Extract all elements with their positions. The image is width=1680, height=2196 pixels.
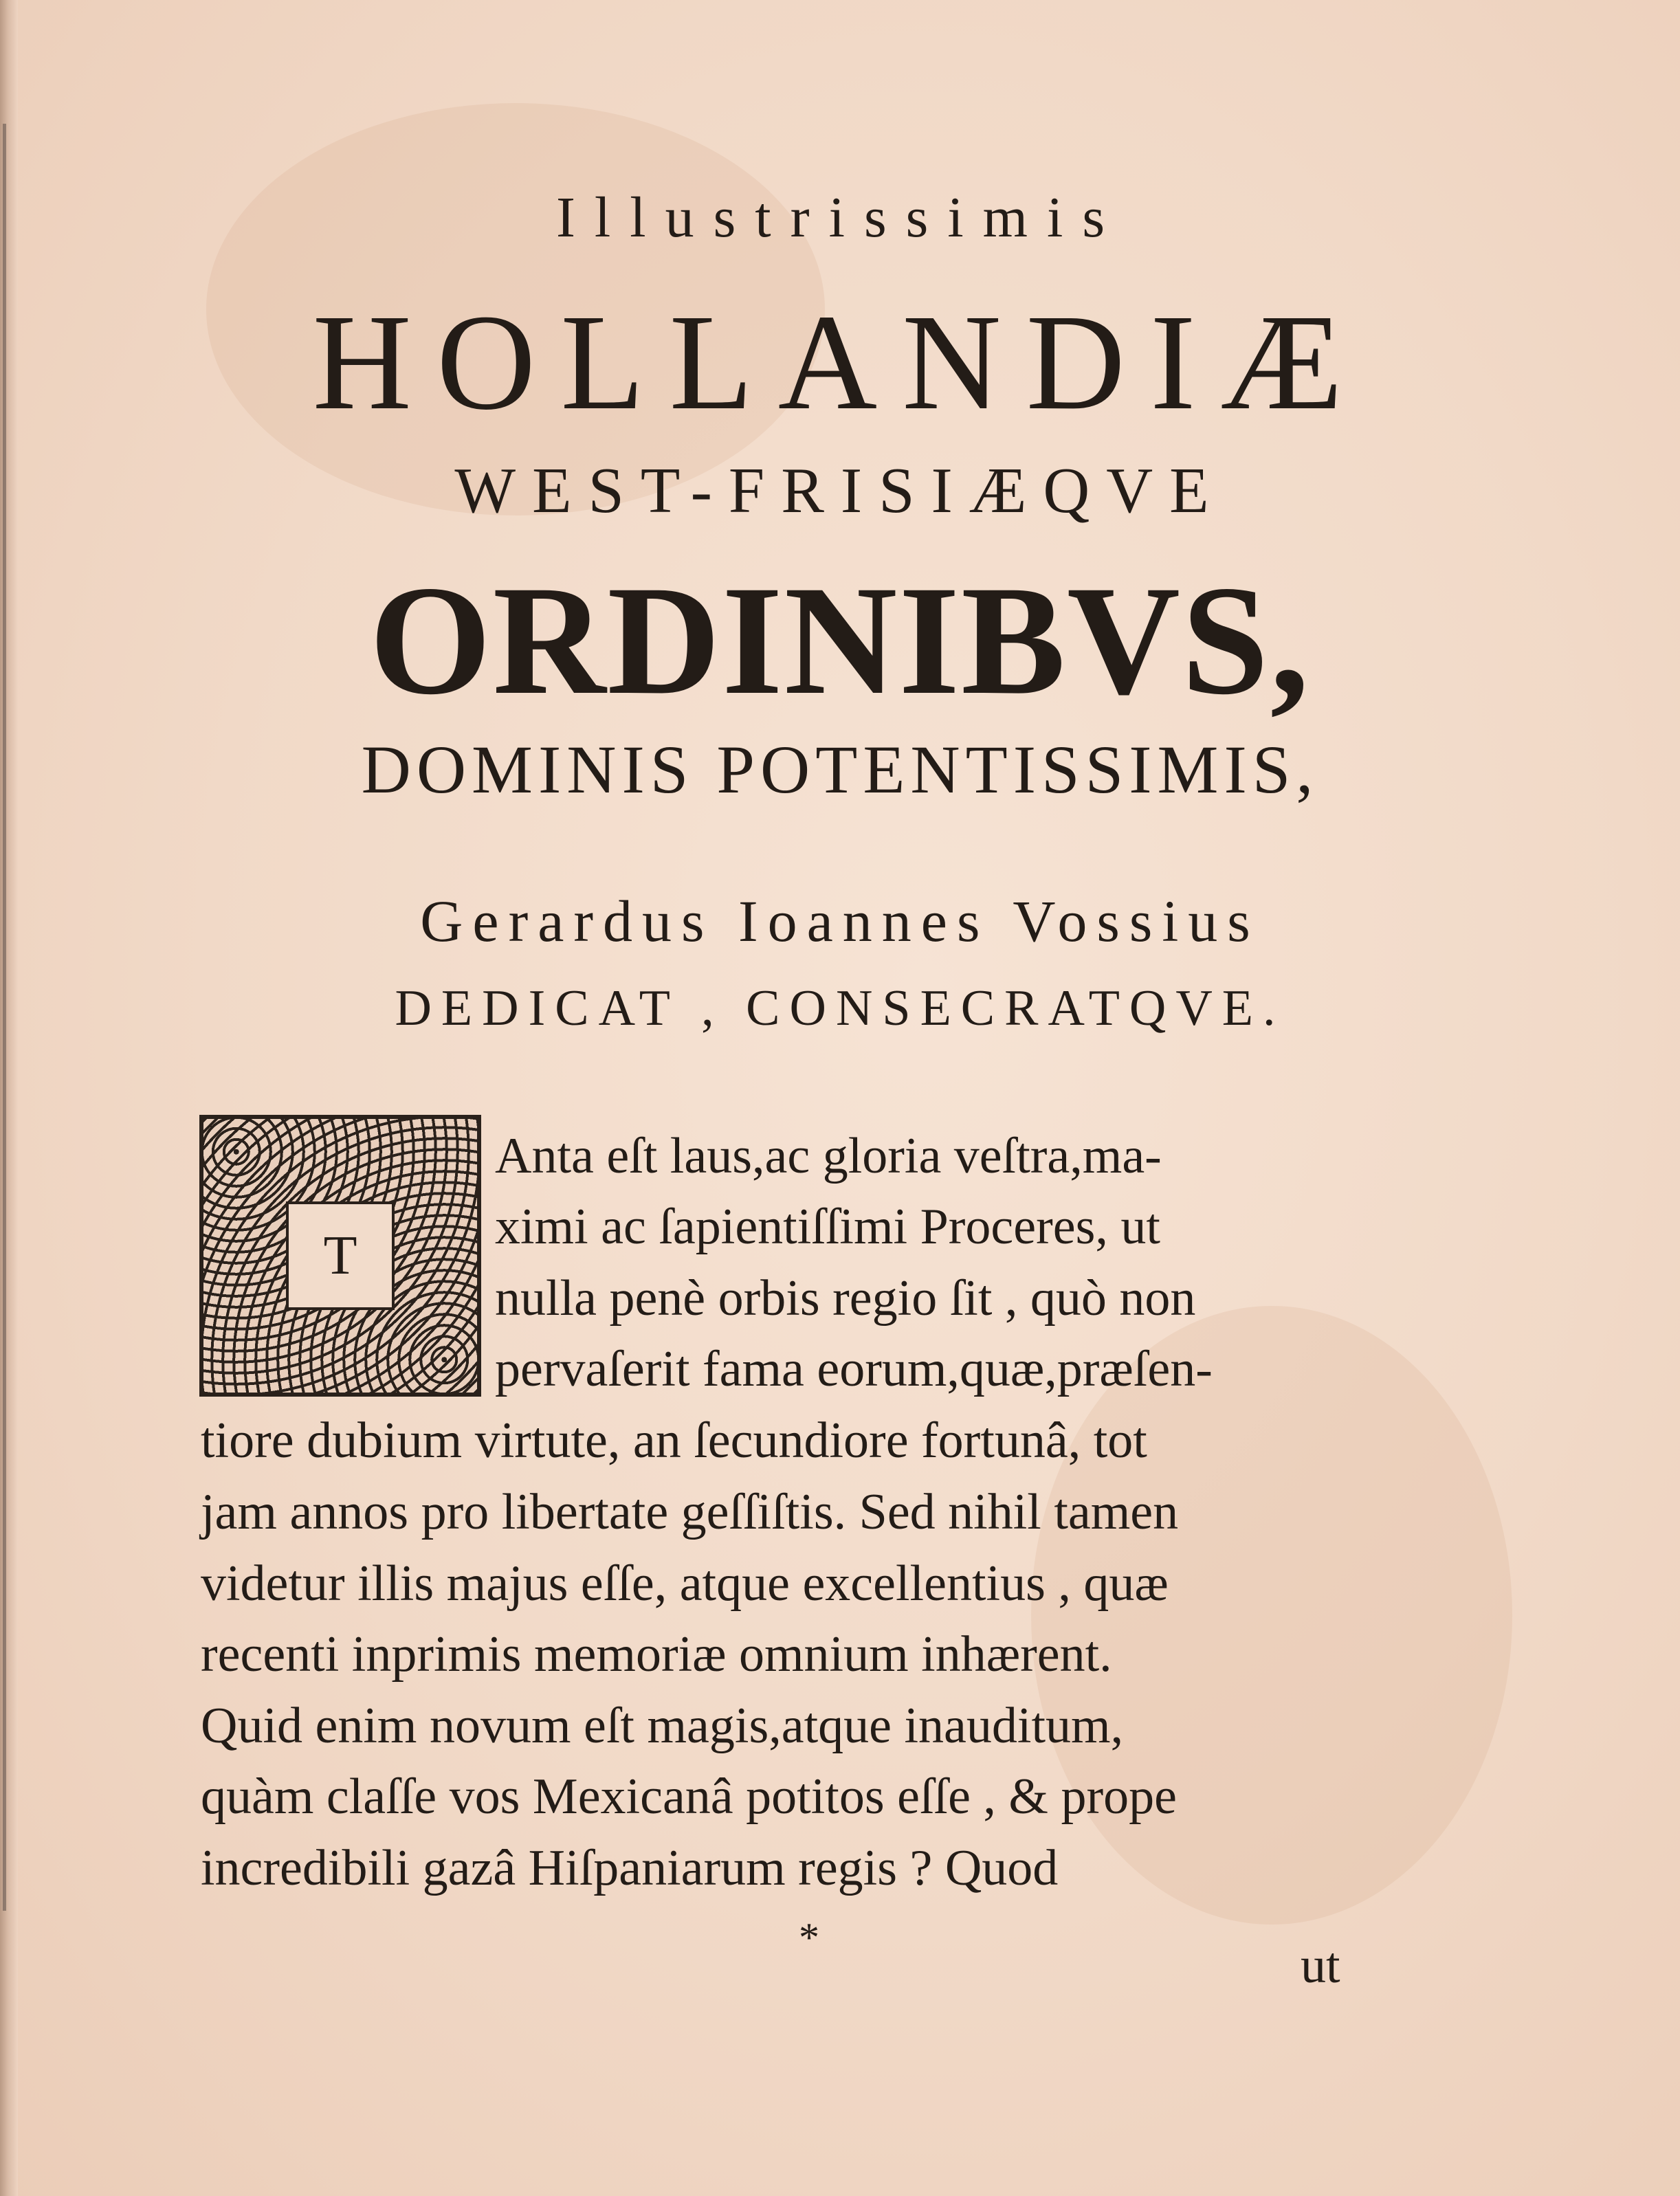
body-line: videtur illis majus eſſe, atque excellentius , quæ [201, 1555, 1169, 1612]
body-line: tiore dubium virtute, an ſecundiore fortunâ, tot [201, 1412, 1147, 1469]
body-line: Anta eſt laus,ac gloria veſtra,ma- [495, 1128, 1162, 1184]
heading-line-ordinibus: ORDINIBVS, [369, 554, 1311, 727]
heading-line-hollandiae: HOLLANDIÆ [312, 287, 1368, 439]
heading-line-dominis: DOMINIS POTENTISSIMIS, [361, 731, 1319, 808]
body-line: pervaſerit fama eorum,quæ,præſen- [495, 1341, 1213, 1397]
drop-cap-letter: T [286, 1201, 395, 1310]
body-line: jam annos pro libertate geſſiſtis. Sed nihil tamen [201, 1484, 1179, 1540]
heading-line-author: Gerardus Ioannes Vossius [420, 888, 1260, 954]
body-line: quàm claſſe vos Mexicanâ potitos eſſe , & prope [201, 1768, 1177, 1825]
body-line: recenti inprimis memoriæ omnium inhærent. [201, 1626, 1112, 1683]
catchword: ut [1301, 1938, 1340, 1994]
body-line: ximi ac ſapientiſſimi Proceres, ut [495, 1199, 1160, 1255]
body-line: incredibili gazâ Hiſpaniarum regis ? Quod [201, 1840, 1059, 1896]
body-line: Quid enim novum eſt magis,atque inauditum, [201, 1698, 1124, 1754]
ornamental-drop-cap [199, 1115, 481, 1397]
signature-mark: * [799, 1915, 819, 1960]
heading-line-west-frisiaeque: WEST-FRISIÆQVE [454, 455, 1226, 526]
body-line: nulla penè orbis regio ſit , quò non [495, 1270, 1196, 1327]
heading-line-illustrissimis: Illustrissimis [555, 186, 1125, 249]
heading-line-dedicat: DEDICAT , CONSECRATQVE. [395, 980, 1285, 1036]
